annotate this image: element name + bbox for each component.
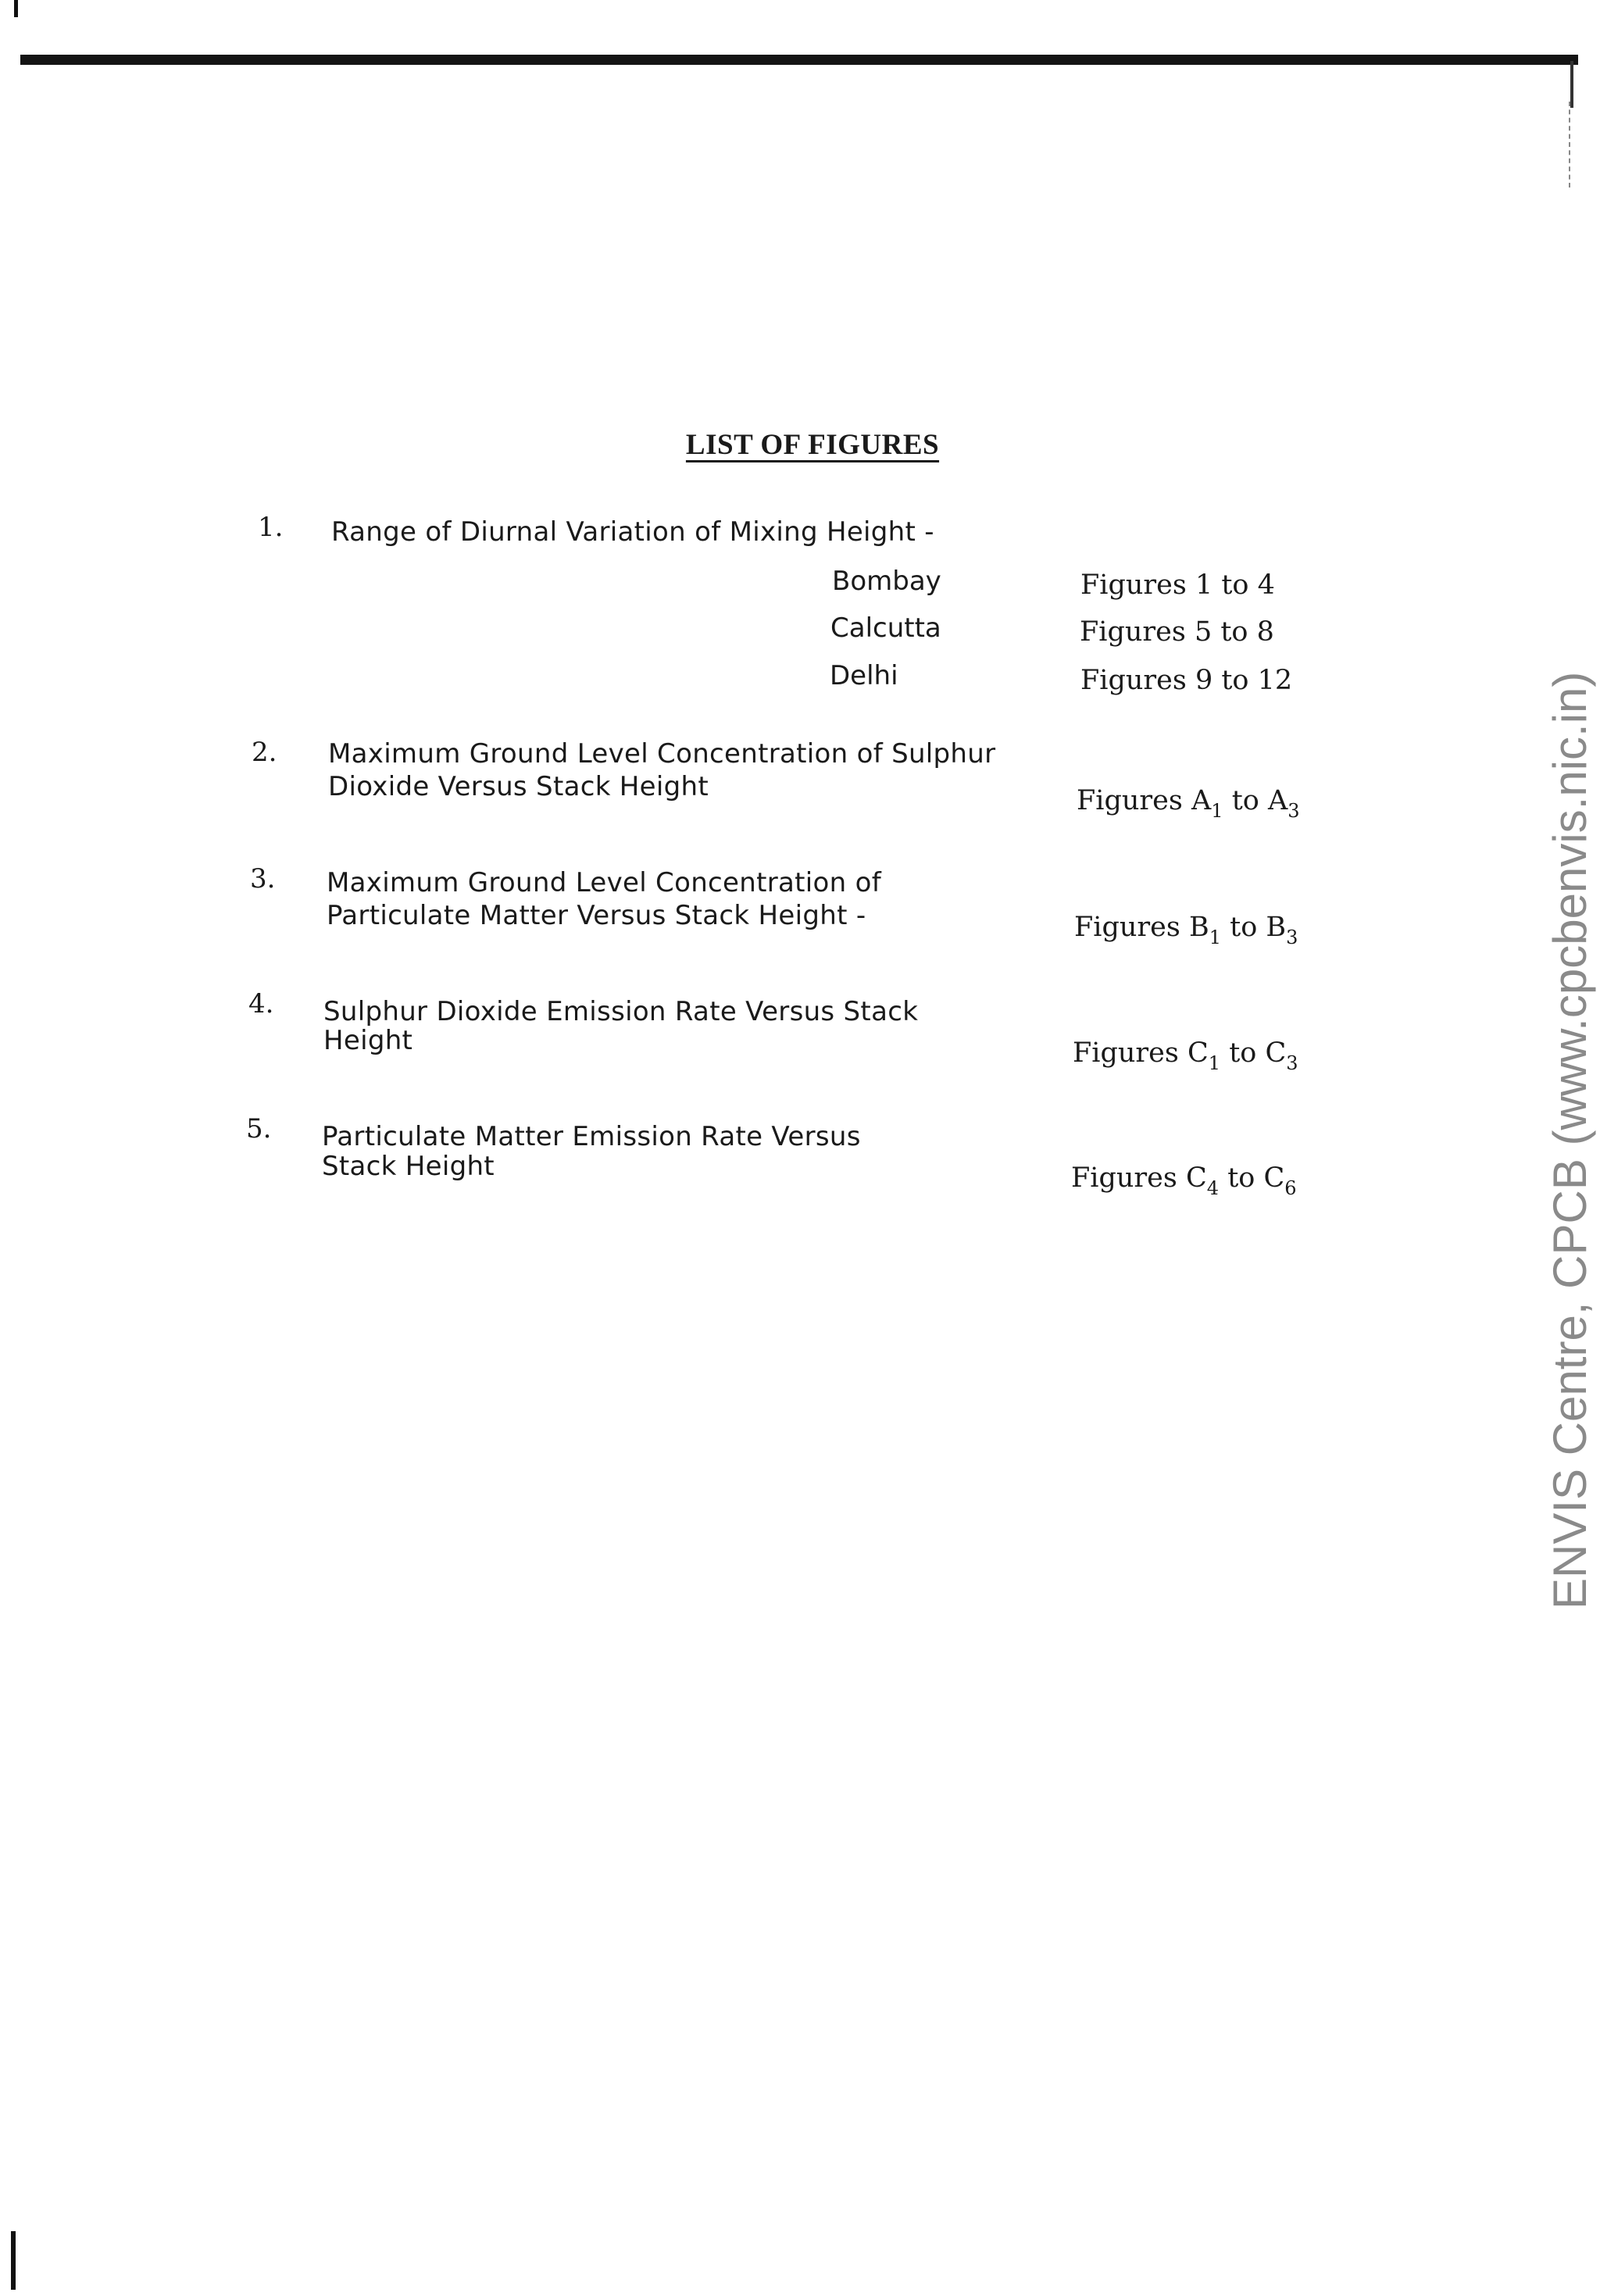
ref-from: A: [1191, 785, 1212, 816]
ref-from-sub: 4: [1206, 1177, 1220, 1199]
item-number: 4.: [248, 988, 274, 1019]
city-label: Delhi: [830, 660, 898, 691]
item-number: 2.: [252, 737, 277, 768]
item-number: 5.: [246, 1113, 272, 1144]
item-text-line2: Particulate Matter Versus Stack Height -: [327, 900, 866, 931]
item-text-line1: Maximum Ground Level Concentration of: [327, 867, 881, 898]
ref-prefix: Figures: [1077, 785, 1183, 816]
figure-ref: Figures 1 to 4: [1080, 570, 1275, 601]
ref-to: C: [1263, 1162, 1285, 1194]
ref-prefix: Figures: [1073, 1037, 1179, 1069]
figure-ref: [1073, 1037, 1298, 1074]
watermark: ENVIS Centre, CPCB (www.cpcbenvis.nic.in): [1544, 671, 1596, 1609]
item-text-line2: Height: [323, 1025, 413, 1056]
ref-prefix: Figures: [1074, 912, 1180, 943]
item-text-line1: Particulate Matter Emission Rate Versus: [322, 1121, 861, 1152]
item-text-line2: Dioxide Versus Stack Height: [328, 771, 709, 802]
city-label: Bombay: [832, 566, 941, 597]
ref-to-sub: 3: [1286, 927, 1298, 948]
ref-to-sub: 6: [1284, 1177, 1297, 1199]
top-rule: [20, 55, 1578, 65]
city-label: Calcutta: [830, 612, 941, 644]
ref-to-word: to: [1229, 1037, 1257, 1069]
ref-to: A: [1267, 785, 1288, 816]
ref-to-sub: 3: [1288, 800, 1300, 822]
figure-ref: Figures 9 to 12: [1080, 665, 1293, 696]
ref-to: C: [1265, 1037, 1287, 1069]
ref-to-sub: 3: [1286, 1052, 1298, 1074]
page-title: LIST OF FIGURES: [685, 429, 940, 461]
figure-ref: [1074, 912, 1298, 948]
ref-from-sub: 1: [1211, 800, 1223, 822]
ref-prefix: Figures: [1071, 1162, 1177, 1194]
ref-from: B: [1188, 912, 1209, 943]
ref-from: C: [1185, 1162, 1207, 1194]
ref-to-word: to: [1231, 785, 1259, 816]
ref-from-sub: 1: [1208, 1052, 1221, 1074]
item-text-line2: Stack Height: [322, 1151, 495, 1182]
ref-to-word: to: [1227, 1162, 1255, 1194]
item-text: Range of Diurnal Variation of Mixing Height -: [331, 516, 934, 548]
scan-edge-dashes: [1569, 102, 1572, 187]
ref-from-sub: 1: [1209, 927, 1221, 948]
item-number: 1.: [258, 512, 284, 543]
item-text-line1: Sulphur Dioxide Emission Rate Versus Stack: [323, 996, 919, 1027]
item-number: 3.: [250, 863, 276, 894]
figure-ref: [1071, 1162, 1297, 1199]
ref-from: C: [1187, 1037, 1209, 1069]
ref-to-word: to: [1230, 912, 1258, 943]
scan-mark-bottom: [11, 2231, 16, 2290]
top-rule-edge: [1570, 61, 1573, 108]
figure-ref: [1077, 785, 1300, 822]
scan-mark-top: [14, 0, 18, 17]
figure-ref: Figures 5 to 8: [1080, 616, 1274, 648]
item-text-line1: Maximum Ground Level Concentration of Sulphur: [328, 738, 996, 769]
ref-to: B: [1266, 912, 1287, 943]
